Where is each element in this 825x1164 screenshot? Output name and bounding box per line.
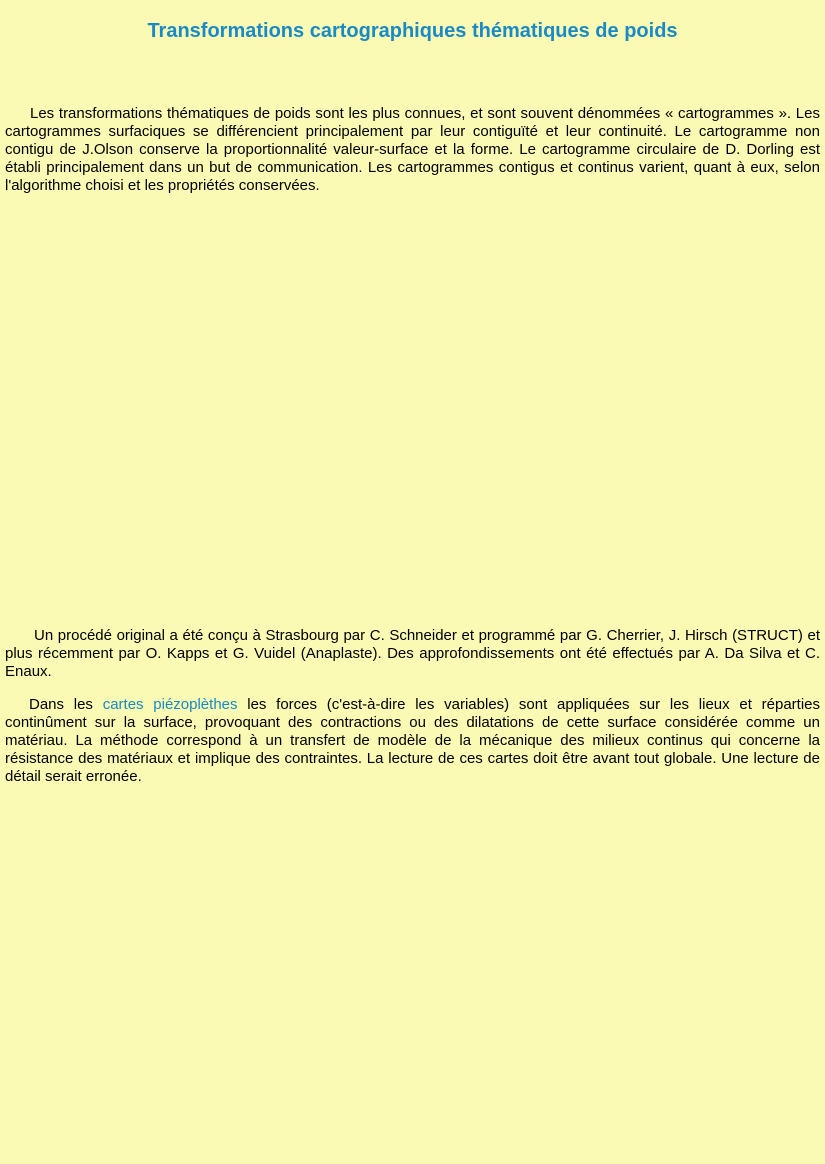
paragraph-cartes-piezoplethes (5, 696, 820, 786)
page-title: Transformations cartographiques thématiques de poids (147, 20, 678, 42)
paragraph-procede-strasbourg: Un procédé original a été conçu à Strasbourg par C. Schneider et programmé par G. Cherrier, J. Hirsch (STRUCT) et plus récemment par O. Kapps et G. Vuidel (Anaplaste). Des approfondissements ont été effectués par A. Da Silva et C. Enaux. (5, 627, 820, 680)
cartes-piezoplethes-link[interactable]: cartes piézoplèthes (102, 696, 238, 713)
paragraph-cartogrammes: Les transformations thématiques de poids sont les plus connues, et sont souvent dénommées « cartogrammes ». Les cartogrammes surfaciques se différencient principalement par leur contiguïté et leur continuité. Le cartogramme non contigu de J.Olson conserve la proportionnalité valeur-surface et la forme. Le cartogramme circulaire de D. Dorling est établi principalement dans un but de communication. Les cartogrammes contigus et continus varient, quant à eux, selon l'algorithme choisi et les propriétés conservées. (5, 105, 820, 194)
paragraph-text-after-link: les forces (c'est-à-dire les variables) sont appliquées sur les lieux et réparties continûment sur la surface, provoquant des contractions ou des dilatations de cette surface considérée comme un matériau. La méthode correspond à un transfert de modèle de la mécanique des milieux continus qui concerne la résistance des matériaux et implique des contraintes. La lecture de ces cartes doit être avant tout globale. Une lecture de détail serait erronée. (5, 696, 821, 785)
paragraph-text-before-link: Dans les (29, 696, 103, 713)
